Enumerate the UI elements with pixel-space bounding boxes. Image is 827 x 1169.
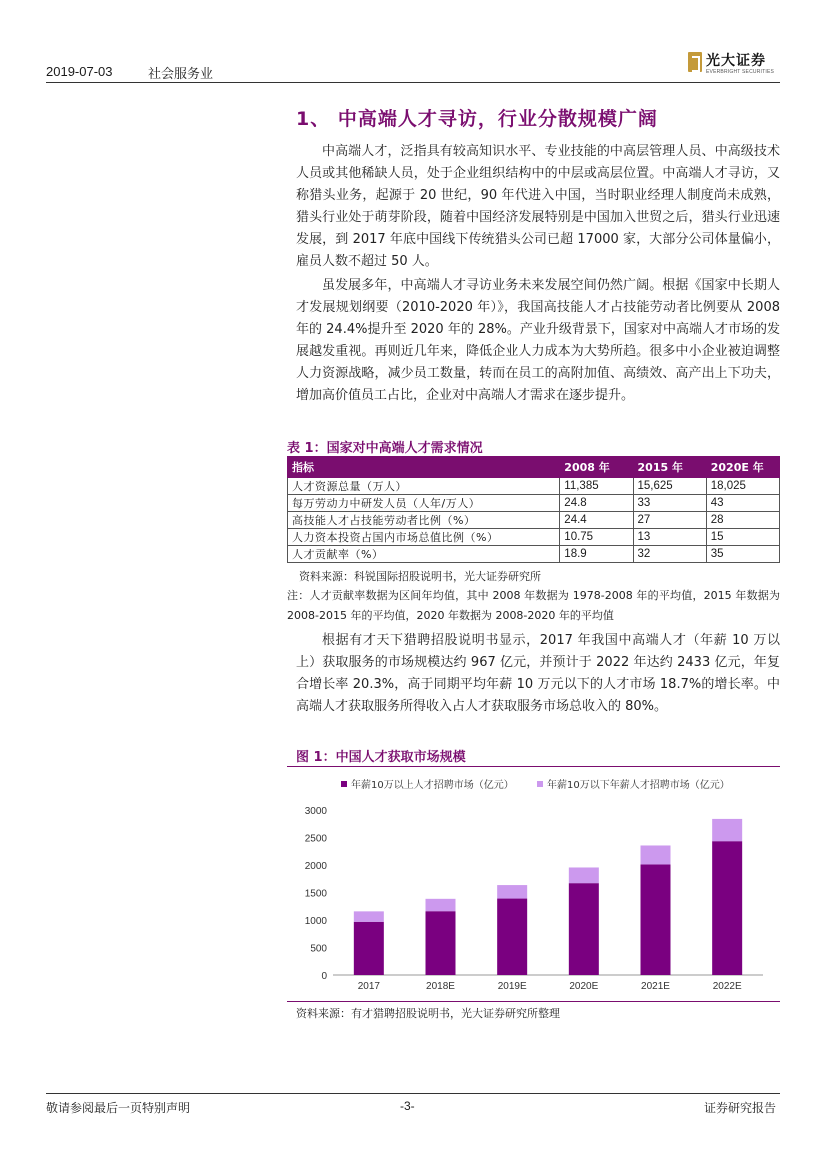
report-sector: 社会服务业 — [148, 67, 214, 82]
bar-segment — [712, 841, 742, 975]
table-cell: 13 — [633, 529, 706, 546]
bar-segment — [426, 899, 456, 911]
footer-disclaimer: 敬请参阅最后一页特别声明 — [46, 1101, 191, 1115]
bar-segment — [497, 885, 527, 898]
bar-segment — [641, 845, 671, 864]
talent-demand-table — [287, 456, 780, 563]
footer-report-type: 证券研究报告 — [704, 1101, 777, 1115]
paragraph-1: 中高端人才，泛指具有较高知识水平、专业技能的中高层管理人员、中高级技术人员或其他稀缺人员，处于企业组织结构中的中层或高层位置。中高端人才寻访，又称猎头业务，起源于 20 世纪，90 年代进入中国，当时职业经理人制度尚未成熟，猎头行业处于萌芽阶段，随着中国经济发展特别是中国加入世贸之后，猎头行业迅速发展，到 2017 年底中国线下传统猎头公司已超 17000 家，大部分公司体量偏小，雇员人数不超过 50 人。 — [296, 144, 780, 269]
page-number: -3- — [400, 1099, 415, 1113]
bar-segment — [497, 899, 527, 975]
table-cell: 人才资源总量（万人） — [288, 478, 560, 495]
table-cell: 24.8 — [560, 495, 633, 512]
table-header-cell: 2020E 年 — [706, 457, 779, 478]
table-header-cell: 2015 年 — [633, 457, 706, 478]
bar-segment — [354, 911, 384, 921]
table-cell: 27 — [633, 512, 706, 529]
table-cell: 15,625 — [633, 478, 706, 495]
y-tick-label: 0 — [321, 971, 327, 982]
y-tick-label: 1000 — [304, 916, 327, 927]
logo-text-en: EVERBRIGHT SECURITIES — [706, 69, 775, 75]
table-header-cell: 指标 — [288, 457, 560, 478]
bar-segment — [426, 911, 456, 975]
table-title: 表 1：国家对中高端人才需求情况 — [287, 441, 483, 456]
table-cell: 33 — [633, 495, 706, 512]
table-cell: 10.75 — [560, 529, 633, 546]
table-cell: 每万劳动力中研发人员（人年/万人） — [288, 495, 560, 512]
y-tick-label: 3000 — [304, 806, 327, 817]
table-header-row — [288, 457, 780, 478]
y-tick-label: 2000 — [304, 861, 327, 872]
paragraph-2: 虽发展多年，中高端人才寻访业务未来发展空间仍然广阔。根据《国家中长期人才发展规划纲要（2010-2020 年）》，我国高技能人才占技能劳动者比例要从 2008 年的 24.4%提升至 2020 年的 28%。产业升级背景下，国家对中高端人才市场的发展越发重视。再则近几年来，降低企业人力成本为大势所趋。很多中小企业被迫调整人力资源战略，减少员工数量，转而在员工的高附加值、高绩效、高产出上下功夫，增加高价值员工占比，企业对中高端人才需求在逐步提升。 — [296, 278, 780, 403]
x-tick-label: 2021E — [641, 981, 670, 992]
x-tick-label: 2022E — [712, 981, 742, 992]
table-row — [288, 495, 780, 512]
table-cell: 人才贡献率（%） — [288, 546, 560, 563]
y-tick-label: 2500 — [304, 833, 327, 845]
legend-label: 年薪10万以上人才招聘市场（亿元） — [351, 780, 514, 791]
y-tick-label: 1500 — [304, 888, 327, 900]
table-cell: 43 — [706, 495, 779, 512]
bar-segment — [712, 819, 742, 841]
table-source: 资料来源：科锐国际招股说明书，光大证券研究所 — [299, 570, 541, 583]
logo-mark-icon — [688, 52, 702, 72]
figure-title: 图 1：中国人才获取市场规模 — [296, 750, 466, 765]
company-logo — [688, 50, 788, 80]
header-divider — [46, 82, 780, 83]
table-cell: 18,025 — [706, 478, 779, 495]
table-header-cell: 2008 年 — [560, 457, 633, 478]
paragraph-3: 根据有才天下猎聘招股说明书显示，2017 年我国中高端人才（年薪 10 万以上）获取服务的市场规模达约 967 亿元，并预计于 2022 年达约 2433 亿元，年复合增长率 20.3%，高于同期平均年薪 10 万元以下的人才市场 18.7%的增长率。中高端人才获取服务所得收入占人才获取服务市场总收入的 80%。 — [296, 633, 780, 714]
x-tick-label: 2017 — [357, 981, 380, 992]
table-note: 注：人才贡献率数据为区间年均值，其中 2008 年数据为 1978-2008 年的平均值，2015 年数据为 2008-2015 年的平均值，2020 年数据为 2008-2020 年的平均值 — [287, 589, 780, 622]
x-tick-label: 2019E — [497, 981, 527, 992]
logo-text-cn: 光大证券 — [706, 53, 766, 69]
bar-segment — [569, 867, 599, 883]
report-date: 2019-07-03 — [46, 64, 113, 79]
table-row — [288, 478, 780, 495]
x-tick-label: 2020E — [569, 981, 599, 992]
legend-swatch — [341, 781, 347, 787]
table-cell: 11,385 — [560, 478, 633, 495]
bar-segment — [641, 864, 671, 975]
footer-divider — [46, 1093, 780, 1094]
table-cell: 15 — [706, 529, 779, 546]
x-tick-label: 2018E — [426, 981, 455, 992]
figure-source: 资料来源：有才猎聘招股说明书，光大证券研究所整理 — [296, 1007, 560, 1020]
figure-bottom-rule — [287, 1001, 780, 1002]
table-cell: 35 — [706, 546, 779, 563]
table-cell: 高技能人才占技能劳动者比例（%） — [288, 512, 560, 529]
table-row — [288, 546, 780, 563]
figure-top-rule — [287, 766, 780, 767]
y-tick-label: 500 — [310, 943, 327, 955]
table-cell: 32 — [633, 546, 706, 563]
table-cell: 24.4 — [560, 512, 633, 529]
talent-market-chart — [287, 770, 780, 1000]
table-cell: 28 — [706, 512, 779, 529]
table-cell: 人力资本投资占国内市场总值比例（%） — [288, 529, 560, 546]
table-row — [288, 529, 780, 546]
legend-swatch — [537, 781, 543, 787]
bar-segment — [569, 883, 599, 975]
section-title: 1、 中高端人才寻访，行业分散规模广阔 — [296, 108, 658, 130]
table-cell: 18.9 — [560, 546, 633, 563]
legend-label: 年薪10万以下年薪人才招聘市场（亿元） — [547, 780, 730, 791]
bar-segment — [354, 922, 384, 975]
table-row — [288, 512, 780, 529]
